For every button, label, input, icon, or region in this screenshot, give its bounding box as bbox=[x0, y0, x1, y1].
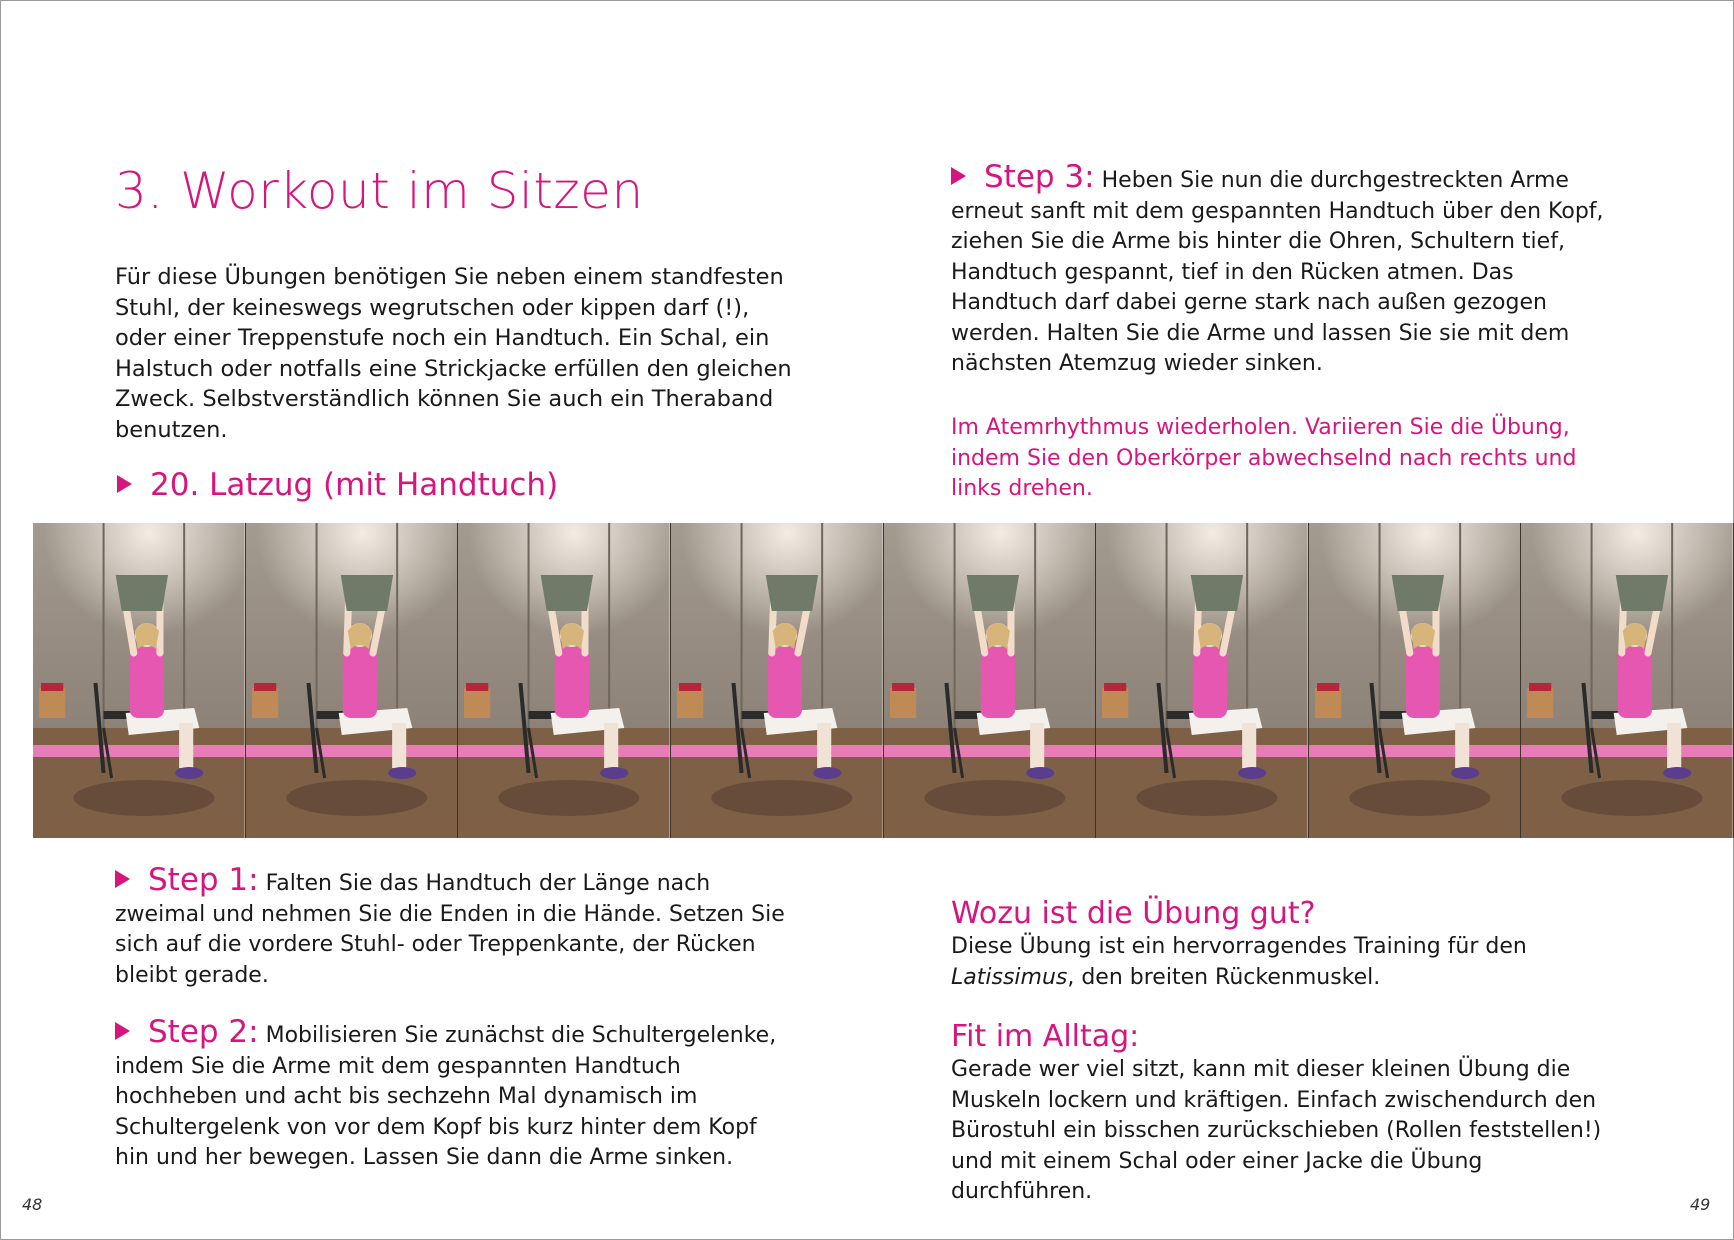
photo-frame bbox=[884, 523, 1097, 838]
step-1 bbox=[115, 862, 795, 991]
photo-frame bbox=[33, 523, 246, 838]
photo-frame bbox=[671, 523, 884, 838]
triangle-bullet-icon bbox=[951, 167, 966, 185]
triangle-bullet-icon bbox=[115, 870, 130, 888]
triangle-bullet-icon bbox=[117, 475, 132, 493]
why-text bbox=[951, 932, 1621, 993]
exercise-title-text: 20. Latzug (mit Handtuch) bbox=[150, 467, 559, 503]
photo-frame bbox=[246, 523, 459, 838]
step-2-text: Mobilisieren Sie zunächst die Schultergelenke, indem Sie die Arme mit dem gespannten Handtuch hochheben und acht bis sechzehn Mal dynamisch im Schultergelenk von vor dem Kopf bis kurz hinter dem Kopf hin und her bewegen. Lassen Sie dann die Arme sinken. bbox=[115, 1023, 777, 1170]
fit-heading: Fit im Alltag: bbox=[951, 1019, 1140, 1054]
photo-frame bbox=[458, 523, 671, 838]
step-1-text: Falten Sie das Handtuch der Länge nach zweimal und nehmen Sie die Enden in die Hände. Setzen Sie sich auf die vordere Stuhl- oder Treppenkante, der Rücken bleibt gerade. bbox=[115, 871, 785, 988]
step-2-label: Step 2: bbox=[148, 1014, 259, 1050]
fit-text: Gerade wer viel sitzt, kann mit dieser kleinen Übung die Muskeln lockern und kräftigen. Einfach zwischendurch den Bürostuhl ein bisschen zurückschieben (Rollen feststellen!) und mit einem Schal oder einer Jacke die Übung durchführen. bbox=[951, 1057, 1602, 1204]
why-text-before: Diese Übung ist ein hervorragendes Training für den bbox=[951, 934, 1527, 959]
why-text-after: , den breiten Rückenmuskel. bbox=[1067, 964, 1381, 990]
page-number-left: 48 bbox=[22, 1195, 43, 1214]
photo-frame bbox=[1309, 523, 1522, 838]
photo-strip bbox=[33, 523, 1734, 838]
exercise-title bbox=[117, 467, 558, 503]
step-3-label: Step 3: bbox=[984, 159, 1095, 195]
step-1-label: Step 1: bbox=[148, 862, 259, 898]
page-number-right: 49 bbox=[1690, 1195, 1711, 1214]
triangle-bullet-icon bbox=[115, 1022, 130, 1040]
variation-note: Im Atemrhythmus wiederholen. Variieren Sie die Übung, indem Sie den Oberkörper abwechselnd nach rechts und links drehen. bbox=[951, 415, 1577, 501]
intro-paragraph: Für diese Übungen benötigen Sie neben einem standfesten Stuhl, der keineswegs wegrutschen oder kippen darf (!), oder einer Treppenstufe noch ein Handtuch. Ein Schal, ein Halstuch oder notfalls eine Strickjacke erfüllen den gleichen Zweck. Selbstverständlich können Sie auch ein Theraband benutzen. bbox=[115, 264, 792, 443]
step-2 bbox=[115, 1014, 795, 1174]
why-text-emphasis: Latissimus bbox=[951, 964, 1068, 990]
step-3-text: Heben Sie nun die durchgestreckten Arme erneut sanft mit dem gespannten Handtuch über den Kopf, ziehen Sie die Arme bis hinter die Ohren, Schultern tief, Handtuch gespannt, tief in den Rücken atmen. Das Handtuch darf dabei gerne stark nach außen gezogen werden. Halten Sie die Arme und lassen Sie sie mit dem nächsten Atemzug wieder sinken. bbox=[951, 168, 1604, 376]
step-3 bbox=[951, 159, 1621, 380]
why-heading: Wozu ist die Übung gut? bbox=[951, 896, 1316, 931]
photo-frame bbox=[1521, 523, 1734, 838]
photo-frame bbox=[1096, 523, 1309, 838]
page-title: 3. Workout im Sitzen bbox=[115, 162, 644, 220]
